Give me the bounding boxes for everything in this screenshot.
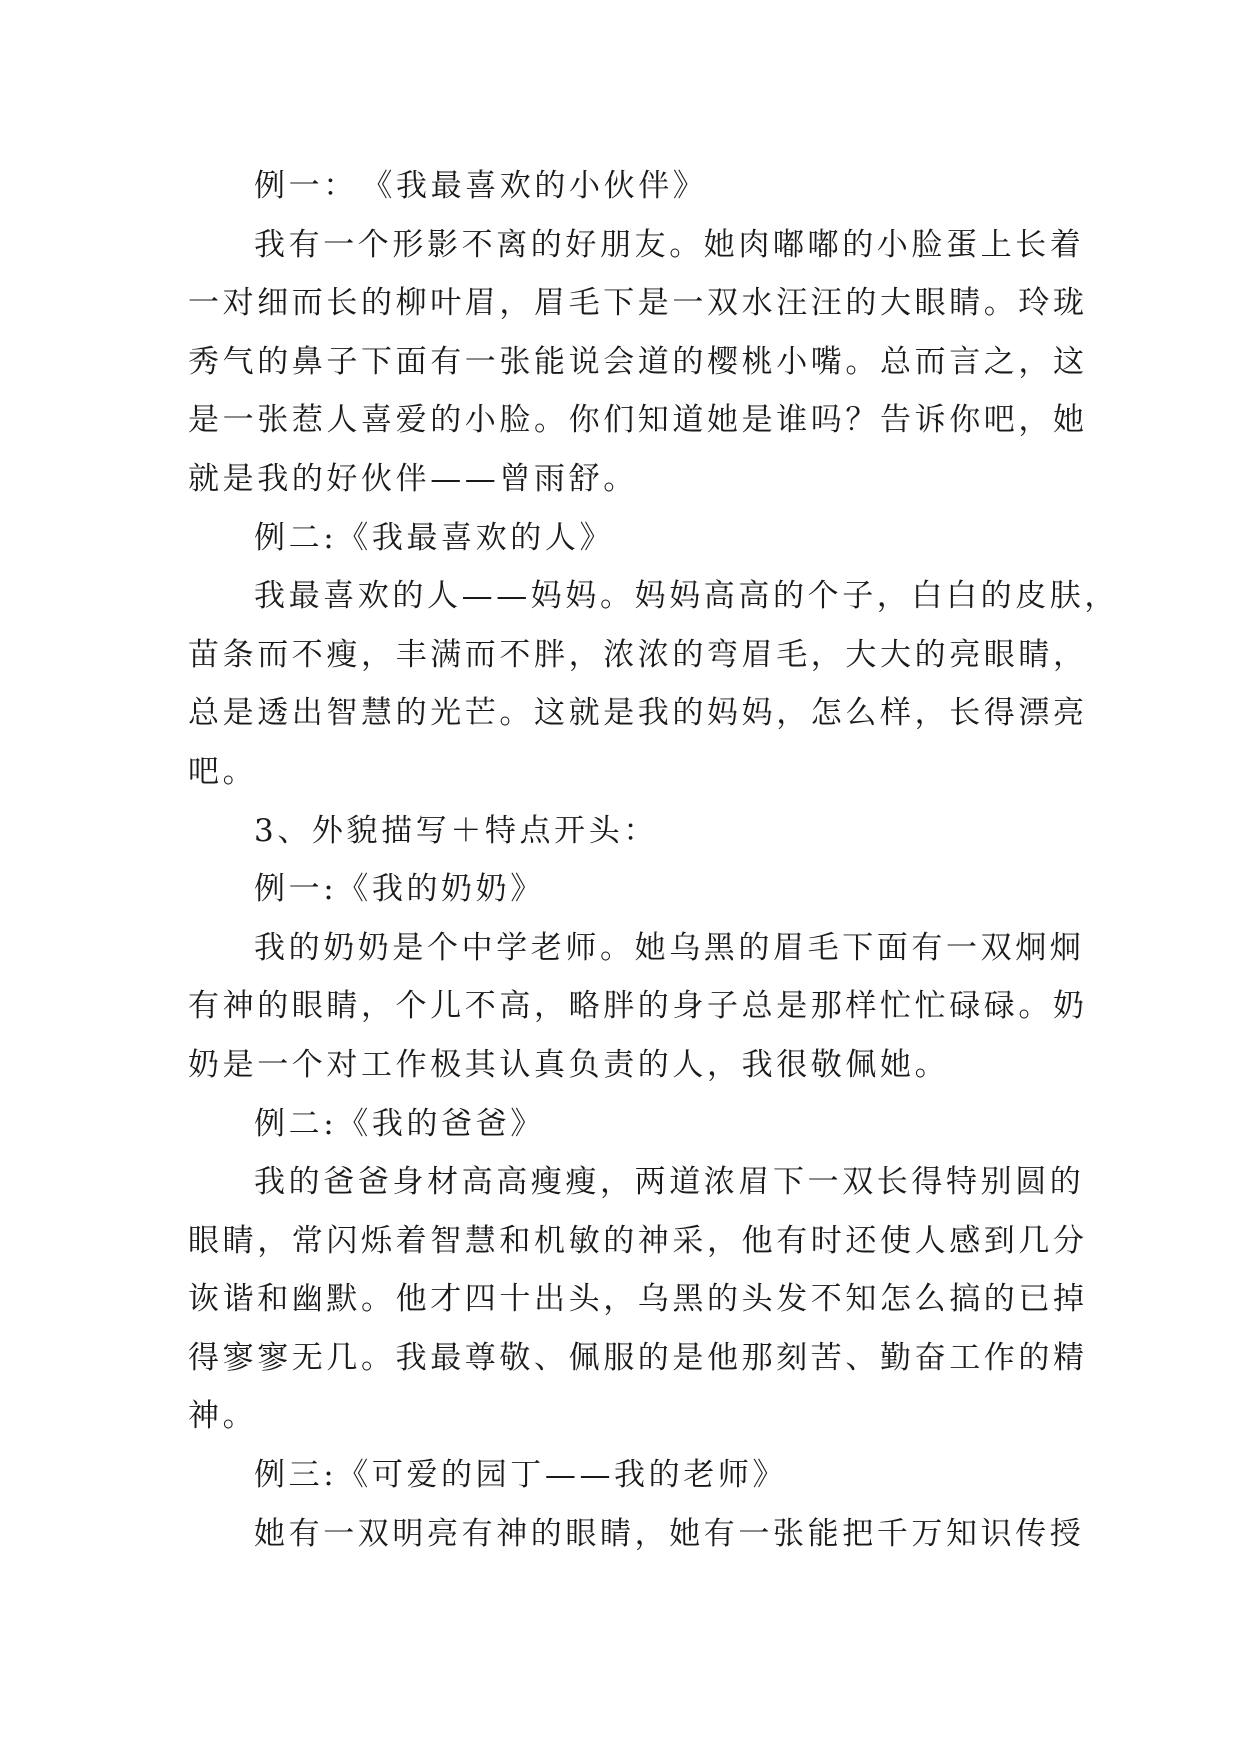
text-line: 她有一双明亮有神的眼睛，她有一张能把千万知识传授: [254, 1515, 1085, 1552]
text-line: 神。: [188, 1398, 258, 1435]
text-line: 苗条而不瘦，丰满而不胖，浓浓的弯眉毛，大大的亮眼睛，: [188, 636, 1088, 673]
text-line: 例一： 《我最喜欢的小伙伴》: [254, 168, 708, 204]
text-line: 例二:《我最喜欢的人》: [254, 519, 615, 556]
text-line: 我有一个形影不离的好朋友。她肉嘟嘟的小脸蛋上长着: [254, 226, 1085, 263]
document-body: [188, 157, 1119, 1563]
text-line: 我最喜欢的人——妈妈。妈妈高高的个子，白白的皮肤，: [254, 578, 1119, 615]
text-line: 一对细而长的柳叶眉，眉毛下是一双水汪汪的大眼睛。玲珑: [188, 285, 1088, 322]
text-line: 是一张惹人喜爱的小脸。你们知道她是谁吗？告诉你吧，她: [188, 402, 1088, 439]
text-line: 3、外貌描写＋特点开头：: [254, 812, 658, 849]
text-line: 我的奶奶是个中学老师。她乌黑的眉毛下面有一双炯炯: [254, 929, 1085, 966]
text-line: 诙谐和幽默。他才四十出头，乌黑的头发不知怎么搞的已掉: [188, 1281, 1088, 1318]
text-line: 例二:《我的爸爸》: [254, 1105, 545, 1142]
text-line: 秀气的鼻子下面有一张能说会道的樱桃小嘴。总而言之，这: [188, 343, 1088, 380]
text-line: 得寥寥无几。我最尊敬、佩服的是他那刻苦、勤奋工作的精: [188, 1339, 1088, 1376]
text-line: 总是透出智慧的光芒。这就是我的妈妈，怎么样，长得漂亮: [188, 695, 1088, 732]
text-line: 我的爸爸身材高高瘦瘦，两道浓眉下一双长得特别圆的: [254, 1164, 1085, 1201]
text-line: 例一:《我的奶奶》: [254, 871, 545, 908]
text-line: 奶是一个对工作极其认真负责的人，我很敬佩她。: [188, 1046, 950, 1083]
text-line: 就是我的好伙伴——曾雨舒。: [188, 460, 638, 497]
text-line: 眼睛，常闪烁着智慧和机敏的神采，他有时还使人感到几分: [188, 1222, 1088, 1259]
text-line: 吧。: [188, 753, 258, 790]
text-line: 有神的眼睛，个儿不高，略胖的身子总是那样忙忙碌碌。奶: [188, 988, 1088, 1025]
text-line: 例三:《可爱的园丁——我的老师》: [254, 1457, 788, 1494]
